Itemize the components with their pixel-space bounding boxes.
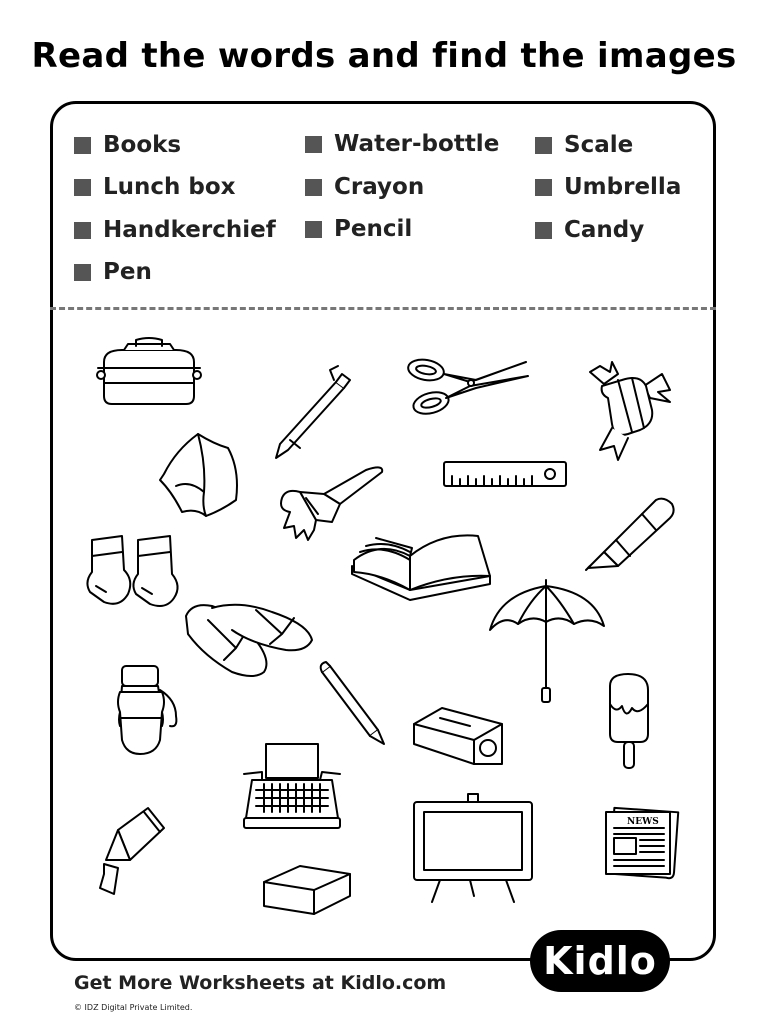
- word-label: Scale: [564, 132, 634, 158]
- word-label: Handkerchief: [103, 217, 276, 243]
- lunch-box-icon: [97, 338, 201, 404]
- umbrella-icon: [490, 580, 604, 702]
- word-label: Pen: [103, 259, 152, 285]
- scale-icon: [444, 462, 566, 486]
- word-label: Crayon: [334, 174, 425, 200]
- word-label: Lunch box: [103, 174, 236, 200]
- candy-icon: [590, 362, 670, 460]
- water-bottle-icon: [118, 666, 176, 754]
- handkerchief-icon: [160, 434, 237, 516]
- newspaper-label: NEWS: [627, 817, 659, 827]
- word-label: Candy: [564, 217, 645, 243]
- word-label: Water-bottle: [334, 131, 500, 157]
- typewriter-icon: [244, 744, 340, 828]
- kidlo-logo: Kidlo: [530, 930, 670, 992]
- copyright-text: © IDZ Digital Private Limited.: [74, 1003, 193, 1012]
- pen-icon: [276, 366, 350, 458]
- socks-icon: [87, 536, 177, 606]
- worksheet-title: Read the words and find the images: [31, 36, 737, 76]
- book-icon: [352, 535, 490, 600]
- sharpener-icon: [414, 708, 502, 764]
- word-label: Books: [103, 132, 182, 158]
- highlighter-icon: [100, 808, 164, 894]
- word-label: Pencil: [334, 216, 413, 242]
- ice-cream-icon: [610, 674, 648, 768]
- eraser-icon: [264, 866, 350, 914]
- word-label: Umbrella: [564, 174, 682, 200]
- easel-board-icon: [414, 794, 532, 902]
- crayon-icon: [586, 499, 674, 570]
- scissors-icon: [407, 357, 528, 417]
- flip-flops-icon: [186, 605, 312, 676]
- footer-text: Get More Worksheets at Kidlo.com: [74, 972, 447, 994]
- newspaper-icon: [606, 808, 678, 879]
- pencil-icon: [321, 662, 384, 744]
- paint-brush-icon: [281, 467, 382, 540]
